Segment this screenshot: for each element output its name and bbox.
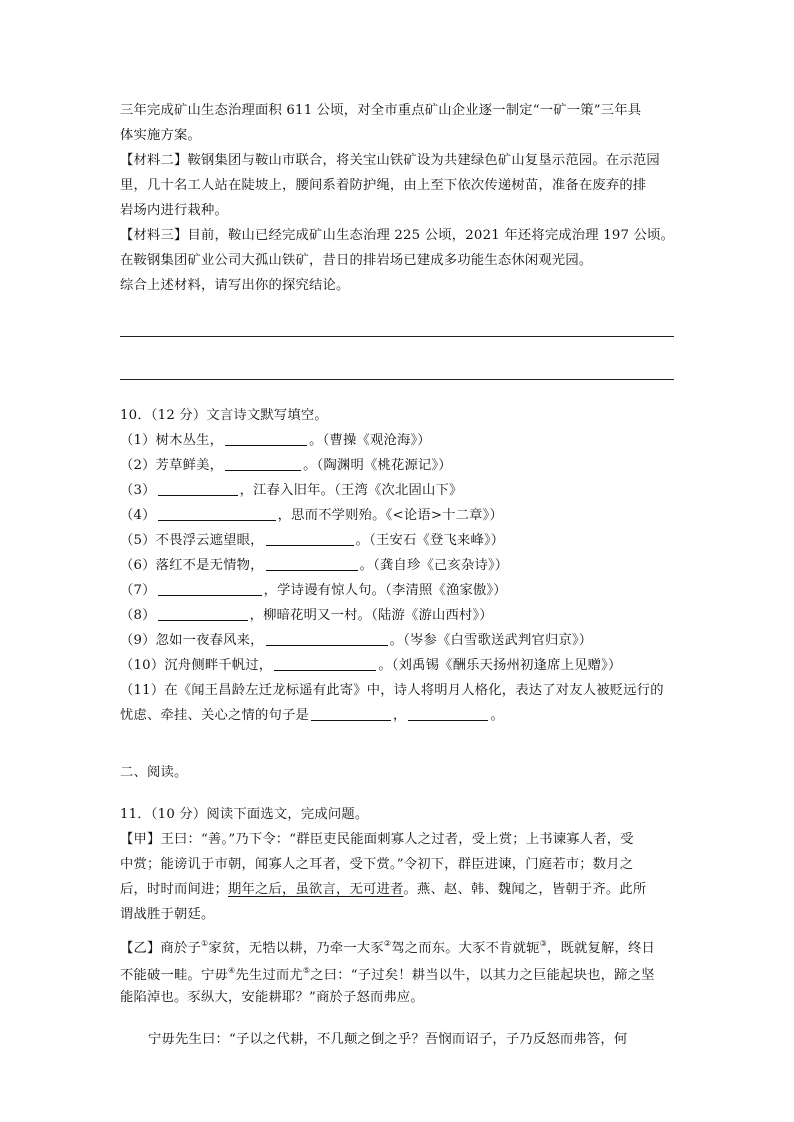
passage-text: 【乙】商於子 [120, 941, 201, 956]
material-two-line2: 里，几十名工人站在陡坡上，腰间系着防护绳，由上至下依次传递树苗，准备在废弃的排 [120, 178, 647, 193]
item-text-after: ，思而不学则殆。《<论语>十二章》） [277, 508, 503, 523]
item-text-before: 沉舟侧畔千帆过， [164, 658, 273, 673]
item-text-after: 。（曹操《观沧海》） [309, 433, 431, 448]
footnote-marker: ③ [539, 939, 548, 948]
item-number: （10） [120, 658, 165, 673]
fill-blank[interactable] [408, 706, 488, 721]
q10-item-1 [120, 431, 431, 451]
q10-item-7 [120, 581, 507, 601]
passage-text: ，既就复解，终日 [547, 941, 656, 956]
passage-jia-line3 [120, 880, 646, 900]
section-two-heading: 二、阅读。 [120, 765, 188, 780]
item-text-before: 落红不是无情物， [155, 558, 264, 573]
underlined-sentence: 期年之后，虽欲言，无可进者 [227, 882, 404, 897]
passage-text: 后，时时而间进； [120, 882, 228, 897]
inquiry-prompt: 综合上述材料，请写出你的探究结论。 [120, 278, 350, 293]
fill-blank[interactable] [266, 631, 388, 646]
fill-blank[interactable] [158, 506, 276, 521]
q10-item-4 [120, 506, 503, 526]
answer-line-2[interactable] [120, 379, 674, 380]
q10-item-10 [120, 656, 621, 676]
passage-text: 之曰：“子过矣！耕当以牛，以其力之巨能起块也，蹄之坚 [310, 968, 655, 983]
fill-blank[interactable] [225, 431, 307, 446]
material-one-tail-line2: 体实施方案。 [120, 128, 201, 143]
item-number: （4） [120, 508, 156, 523]
passage-text: 不能破一畦。宁毋 [120, 968, 228, 983]
passage-jia-line4: 谓战胜于朝廷。 [120, 907, 215, 922]
q10-item-6 [120, 556, 508, 576]
passage-text: 家贫，无牿以耕，乃牵一大豕 [208, 941, 384, 956]
q10-item-2 [120, 456, 452, 476]
fill-blank[interactable] [266, 556, 358, 571]
passage-yi-line1 [120, 934, 655, 959]
fill-blank[interactable] [266, 531, 354, 546]
footnote-marker: ⑤ [302, 966, 311, 975]
item-text-after: 。（王安石《登飞来峰》） [355, 533, 505, 548]
q10-item-8 [120, 606, 493, 626]
item-text-after: 。（岑参《白雪歌送武判官归京》） [389, 633, 593, 648]
item-end: 。 [490, 708, 504, 723]
fill-blank[interactable] [274, 656, 376, 671]
passage-text: 先生过而尤 [235, 968, 303, 983]
item-text-before: 不畏浮云遮望眼， [155, 533, 264, 548]
item-number: （5） [120, 533, 156, 548]
material-two-line1: 【材料二】鞍钢集团与鞍山市联合，将关宝山铁矿设为共建绿色矿山复垦示范园。在示范园 [120, 153, 660, 168]
q10-item-11-line1: （11）在《闻王昌龄左迁龙标遥有此寄》中，诗人将明月人格化，表达了对友人被贬远行的 [120, 683, 664, 698]
passage-yi-line2 [120, 961, 655, 986]
passage-text: 驾之而东。大豕不肯就轭 [391, 941, 540, 956]
passage-jia-line2: 中赏；能谤讥于市朝，闻寡人之耳者，受下赏。”令初下，群臣进谏，门庭若市；数月之 [120, 857, 634, 872]
item-number: （9） [120, 633, 156, 648]
item-text-after: 。（陶渊明《桃花源记》） [303, 458, 452, 473]
item-text-after: ，学诗谩有惊人句。（李清照《渔家傲》） [263, 583, 507, 598]
passage-yi-line3: 能陷淖也。豕纵大，安能耕耶？”商於子怒而弗应。 [120, 990, 424, 1005]
item-text-before: 树木丛生， [155, 433, 224, 448]
item-text-after: 。（龚自珍《己亥杂诗》） [359, 558, 509, 573]
q10-item-3 [120, 481, 462, 501]
footnote-marker: ① [200, 939, 209, 948]
fill-blank[interactable] [225, 456, 301, 471]
item-number: （1） [120, 433, 156, 448]
answer-line-1[interactable] [120, 336, 674, 337]
fill-blank[interactable] [311, 706, 391, 721]
footnote-marker: ④ [227, 966, 236, 975]
item-text-before: 忧虑、牵挂、关心之情的句子是 [120, 708, 309, 723]
fill-blank[interactable] [158, 606, 248, 621]
item-number: （3） [120, 483, 156, 498]
item-number: （7） [120, 583, 156, 598]
material-one-tail-line1: 三年完成矿山生态治理面积 611 公顷，对全市重点矿山企业逐一制定“一矿一策”三年具 [120, 103, 642, 118]
q11-heading: 11．（10 分）阅读下面选文，完成问题。 [120, 807, 369, 822]
item-text-after: ，江春入旧年。（王湾《次北固山下》 [239, 483, 463, 498]
item-text-before: 忽如一夜春风来， [155, 633, 264, 648]
q10-item-11-line2 [120, 706, 504, 726]
item-text-after: ，柳暗花明又一村。（陆游《游山西村》） [249, 608, 493, 623]
material-three-line2: 在鞍钢集团矿业公司大孤山铁矿，昔日的排岩场已建成多功能生态休闲观光园。 [120, 253, 593, 268]
footnote-marker: ② [383, 939, 392, 948]
material-two-line3: 岩场内进行栽种。 [120, 203, 228, 218]
q10-item-5 [120, 531, 504, 551]
passage-jia-line1: 【甲】王曰：“善。”乃下令：“群臣吏民能面刺寡人之过者，受上赏；上书谏寡人者，受 [120, 832, 634, 847]
fill-blank[interactable] [158, 581, 262, 596]
item-text-before: 芳草鲜美， [155, 458, 224, 473]
item-number: （6） [120, 558, 156, 573]
item-number: （2） [120, 458, 156, 473]
passage-yi-line4: 宁毋先生曰：“子以之代耕，不几颠之倒之乎？吾悯而诏子，子乃反怒而弗答，何 [148, 1032, 628, 1047]
item-number: （8） [120, 608, 156, 623]
fill-blank[interactable] [158, 481, 238, 496]
passage-text: 。燕、赵、韩、魏闻之，皆朝于齐。此所 [403, 882, 647, 897]
item-separator: ， [392, 708, 407, 723]
item-text-after: 。（刘禹锡《酬乐天扬州初逢席上见赠》） [378, 658, 622, 673]
q10-heading: 10．（12 分）文言诗文默写填空。 [120, 408, 328, 423]
material-three-line1: 【材料三】目前，鞍山已经完成矿山生态治理 225 公顷，2021 年还将完成治理 197 公顷。 [120, 228, 675, 243]
q10-item-9 [120, 631, 592, 651]
